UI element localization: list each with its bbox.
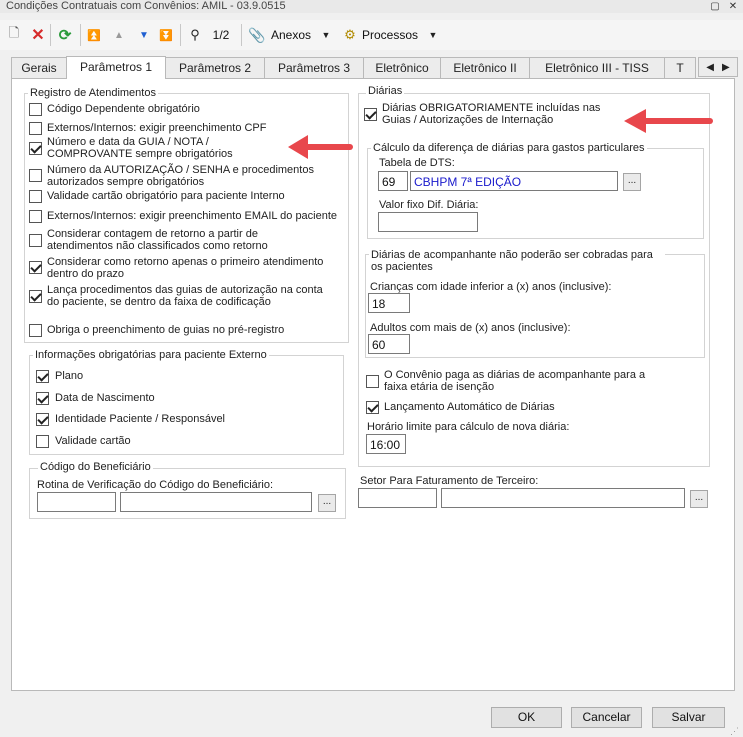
label-exigir-cpf: Externos/Internos: exigir preenchimento CPF — [47, 122, 267, 134]
label-lanca-procedimentos: Lança procedimentos das guias de autorização na conta do paciente, se dentro da faixa de codificação — [47, 284, 323, 308]
first-record-icon[interactable]: ⏫ — [87, 29, 101, 42]
tabela-dts-name-input[interactable]: CBHPM 7ª EDIÇÃO — [410, 171, 618, 191]
tab-scroll-left-icon[interactable]: ◀ — [706, 61, 714, 73]
adultos-input[interactable]: 60 — [368, 334, 410, 354]
label-convenio-paga: O Convênio paga as diárias de acompanhante para a faixa etária de isenção — [384, 369, 646, 393]
label-contagem-retorno: Considerar contagem de retorno a partir de atendimentos não classificados como retorno — [47, 228, 268, 252]
arrow-annotation-left — [284, 130, 354, 164]
paperclip-icon[interactable]: 📎 — [248, 26, 266, 43]
close-icon[interactable]: ✕ — [728, 1, 738, 12]
label-plano: Plano — [55, 370, 84, 382]
checkbox-contagem-retorno[interactable] — [29, 234, 42, 247]
rotina-code-input[interactable] — [37, 492, 116, 512]
tabela-dts-label: Tabela de DTS: — [379, 157, 455, 169]
window-title: Condições Contratuais com Convênios: AMIL - 03.9.0515 — [6, 0, 286, 12]
toolbar-separator — [80, 24, 81, 46]
setor-name-input[interactable] — [441, 488, 685, 508]
label-validade-cartao-interno: Validade cartão obrigatório para paciente Interno — [47, 190, 285, 202]
binoculars-icon[interactable]: ⚲ — [190, 27, 200, 42]
checkbox-numero-guia[interactable] — [29, 142, 42, 155]
rotina-browse-button[interactable]: ... — [318, 494, 336, 512]
acompanhante-group-title: Diárias de acompanhante não poderão ser cobradas para os pacientes — [369, 249, 665, 273]
adultos-label: Adultos com mais de (x) anos (inclusive): — [370, 322, 571, 334]
checkbox-validade-cartao-interno[interactable] — [29, 190, 42, 203]
refresh-icon[interactable]: ⟳ — [58, 27, 72, 44]
checkbox-exigir-cpf[interactable] — [29, 122, 42, 135]
tabela-dts-code-input[interactable]: 69 — [378, 171, 408, 191]
checkbox-identidade[interactable] — [36, 413, 49, 426]
label-preenchimento-pre-registro: Obriga o preenchimento de guias no pré-registro — [47, 324, 285, 336]
checkbox-convenio-paga[interactable] — [366, 375, 379, 388]
toolbar-separator — [241, 24, 242, 46]
horario-limite-label: Horário limite para cálculo de nova diária: — [367, 421, 570, 433]
anexos-dropdown-icon[interactable]: ▼ — [321, 30, 331, 40]
label-exigir-email: Externos/Internos: exigir preenchimento EMAIL do paciente — [47, 210, 338, 222]
checkbox-preenchimento-pre-registro[interactable] — [29, 324, 42, 337]
toolbar-separator — [180, 24, 181, 46]
calculo-group-title: Cálculo da diferença de diárias para gastos particulares — [373, 142, 645, 154]
tab-parametros-2[interactable]: Parâmetros 2 — [165, 57, 265, 78]
checkbox-lancamento-automatico[interactable] — [366, 401, 379, 414]
setor-code-input[interactable] — [358, 488, 437, 508]
label-identidade: Identidade Paciente / Responsável — [55, 413, 226, 425]
checkbox-autorizacao-senha[interactable] — [29, 169, 42, 182]
setor-faturamento-label: Setor Para Faturamento de Terceiro: — [360, 475, 539, 487]
registro-group-title: Registro de Atendimentos — [30, 87, 156, 99]
arrow-annotation-right — [620, 104, 714, 138]
processos-button[interactable]: Processos — [362, 28, 419, 42]
title-bar — [0, 0, 743, 13]
horario-limite-input[interactable]: 16:00 — [366, 434, 406, 454]
beneficiario-group-title: Código do Beneficiário — [40, 461, 151, 473]
tab-eletronico-iii-tiss[interactable]: Eletrônico III - TISS — [529, 57, 665, 78]
label-data-nascimento: Data de Nascimento — [55, 392, 155, 404]
tab-scroller — [698, 57, 738, 77]
info-externo-group-title: Informações obrigatórias para paciente Externo — [35, 349, 267, 361]
resize-grip-icon[interactable]: ⋰ — [730, 726, 739, 736]
label-lancamento-automatico: Lançamento Automático de Diárias — [384, 401, 555, 413]
tab-gerais[interactable]: Gerais — [11, 57, 67, 78]
previous-record-icon[interactable]: ▲ — [114, 29, 124, 41]
tab-scroll-right-icon[interactable]: ▶ — [722, 61, 730, 73]
label-validade-cartao: Validade cartão — [55, 435, 131, 447]
label-numero-guia: Número e data da GUIA / NOTA / COMPROVANTE sempre obrigatórios — [47, 136, 233, 160]
processos-dropdown-icon[interactable]: ▼ — [428, 30, 438, 40]
setor-browse-button[interactable]: ... — [690, 490, 708, 508]
processes-gear-icon[interactable]: ⚙ — [344, 27, 356, 42]
tab-truncated[interactable]: T — [664, 57, 696, 78]
checkbox-exigir-email[interactable] — [29, 210, 42, 223]
tab-parametros-1[interactable]: Parâmetros 1 — [66, 56, 166, 79]
rotina-label: Rotina de Verificação do Código do Beneficiário: — [37, 479, 274, 491]
valor-fixo-label: Valor fixo Dif. Diária: — [379, 199, 479, 211]
checkbox-diarias-obrigatorias[interactable] — [364, 108, 377, 121]
label-diarias-obrigatorias: Diárias OBRIGATORIAMENTE incluídas nas Guias / Autorizações de Internação — [382, 102, 601, 126]
record-counter: 1/2 — [212, 28, 230, 42]
ok-button[interactable]: OK — [491, 707, 562, 728]
rotina-name-input[interactable] — [120, 492, 312, 512]
diarias-group-title: Diárias — [368, 85, 403, 97]
checkbox-codigo-dependente[interactable] — [29, 103, 42, 116]
checkbox-data-nascimento[interactable] — [36, 392, 49, 405]
tab-eletronico-ii[interactable]: Eletrônico II — [440, 57, 530, 78]
new-document-icon[interactable]: 🗋 — [8, 25, 20, 40]
last-record-icon[interactable]: ⏬ — [159, 29, 173, 42]
salvar-button[interactable]: Salvar — [652, 707, 725, 728]
tabela-dts-browse-button[interactable]: ... — [623, 173, 641, 191]
next-record-icon[interactable]: ▼ — [139, 29, 149, 41]
toolbar — [0, 20, 743, 50]
valor-fixo-input[interactable] — [378, 212, 478, 232]
delete-icon[interactable]: ✕ — [31, 27, 45, 44]
label-autorizacao-senha: Número da AUTORIZAÇÃO / SENHA e procedimentos autorizados sempre obrigatórios — [47, 164, 314, 188]
minimize-icon[interactable]: ▢ — [710, 1, 720, 12]
checkbox-validade-cartao[interactable] — [36, 435, 49, 448]
checkbox-lanca-procedimentos[interactable] — [29, 290, 42, 303]
checkbox-plano[interactable] — [36, 370, 49, 383]
label-codigo-dependente: Código Dependente obrigatório — [47, 103, 200, 115]
toolbar-separator — [50, 24, 51, 46]
tab-eletronico[interactable]: Eletrônico — [363, 57, 441, 78]
label-primeiro-atendimento: Considerar como retorno apenas o primeiro atendimento dentro do prazo — [47, 256, 324, 280]
criancas-input[interactable]: 18 — [368, 293, 410, 313]
criancas-label: Crianças com idade inferior a (x) anos (inclusive): — [370, 281, 612, 293]
anexos-button[interactable]: Anexos — [271, 28, 312, 42]
checkbox-primeiro-atendimento[interactable] — [29, 261, 42, 274]
cancelar-button[interactable]: Cancelar — [571, 707, 642, 728]
tab-parametros-3[interactable]: Parâmetros 3 — [264, 57, 364, 78]
